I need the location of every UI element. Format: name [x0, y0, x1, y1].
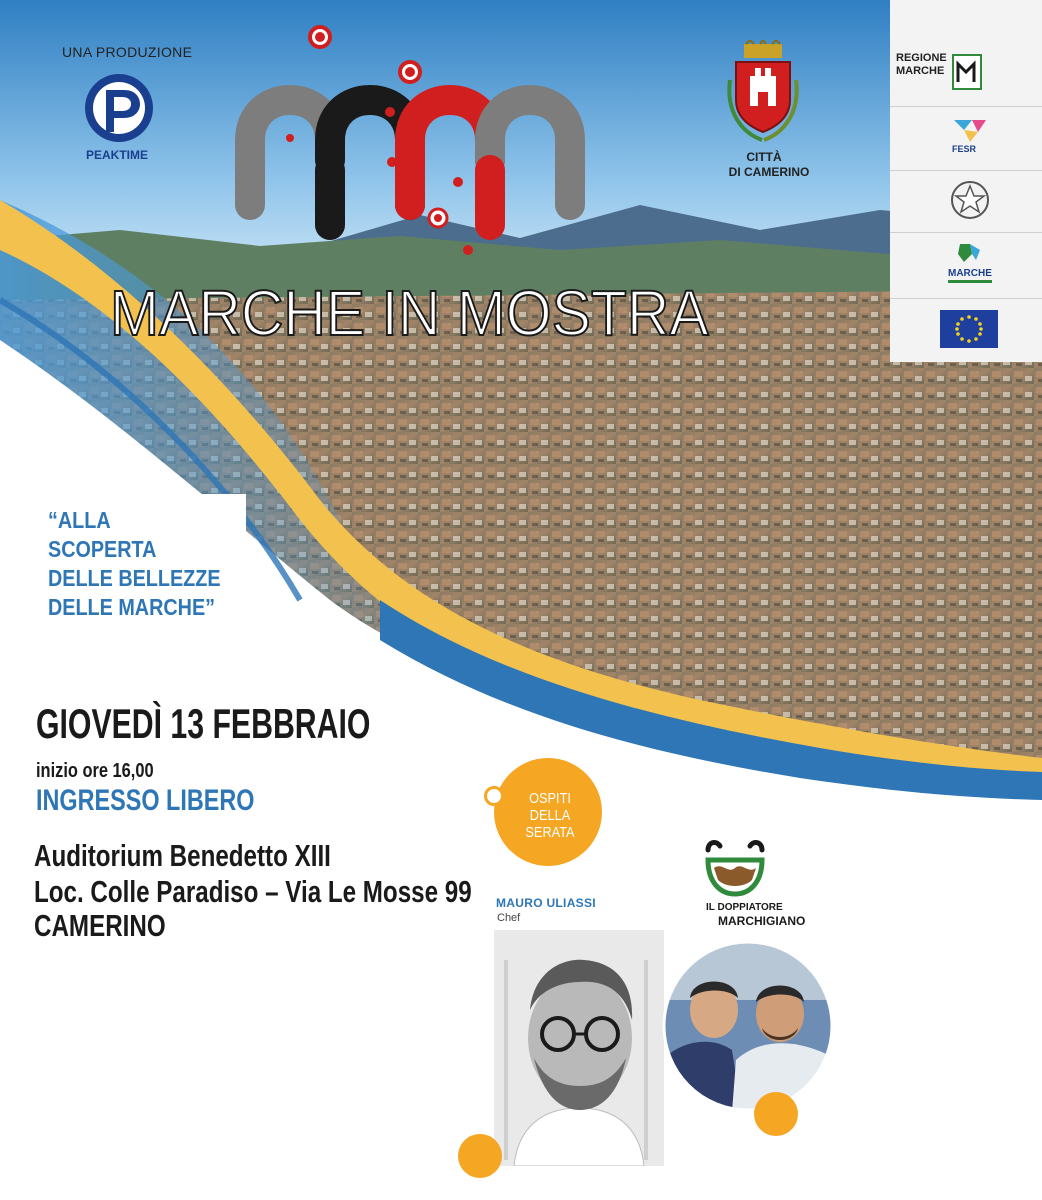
doppiatore-name-line2: MARCHIGIANO: [718, 914, 806, 928]
event-city: CAMERINO: [34, 908, 166, 943]
quote-line: DELLE BELLEZZE: [48, 565, 221, 591]
fesr-logo-icon: [950, 114, 990, 158]
event-venue: Auditorium Benedetto XIII: [34, 838, 331, 873]
quote-line: SCOPERTA: [48, 536, 157, 562]
city-label-line2: DI CAMERINO: [728, 165, 810, 179]
fesr-label: FESR: [952, 144, 977, 154]
regione-marche-label: [896, 52, 952, 78]
regione-label-word: MARCHE: [896, 65, 945, 77]
doppiatore-logo-icon: [700, 836, 780, 902]
event-title: MARCHE IN MOSTRA: [110, 277, 709, 349]
guests-badge-word: OSPITI: [529, 790, 571, 807]
italian-republic-emblem-icon: [950, 178, 990, 224]
event-start-time: inizio ore 16,00: [36, 760, 154, 782]
regione-label-word: REGIONE: [896, 52, 947, 64]
event-quote: [48, 506, 221, 622]
event-entry: INGRESSO LIBERO: [36, 784, 255, 817]
peaktime-name: PEAKTIME: [86, 148, 149, 162]
chef-decor-dot-icon: [458, 1134, 502, 1178]
guests-badge-word: SERATA: [525, 824, 575, 841]
chef-role: Chef: [497, 912, 521, 924]
producer-label: UNA PRODUZIONE: [62, 44, 193, 60]
eu-flag-icon: [940, 310, 998, 348]
guests-badge-label: [516, 790, 584, 841]
event-date: GIOVEDÌ 13 FEBBRAIO: [36, 700, 371, 747]
doppiatore-photo: [662, 940, 834, 1112]
mim-logo-icon: [228, 20, 628, 280]
doppiatore-decor-dot-icon: [754, 1092, 798, 1136]
doppiatore-name-line1: IL DOPPIATORE: [706, 902, 783, 913]
chef-photo: [494, 930, 664, 1166]
marche-label: MARCHE: [948, 268, 992, 279]
marche-logo-icon: [946, 240, 996, 292]
quote-line: DELLE MARCHE”: [48, 594, 216, 620]
event-address: Loc. Colle Paradiso – Via Le Mosse 99: [34, 874, 472, 909]
guests-badge-ring-icon: [484, 786, 504, 806]
quote-line: “ALLA: [48, 507, 111, 533]
chef-name: MAURO ULIASSI: [496, 896, 596, 910]
guests-badge-word: DELLA: [529, 807, 571, 824]
city-crest-icon: [722, 40, 804, 144]
regione-marche-logo-icon: [952, 54, 982, 90]
city-label-line1: CITTÀ: [746, 150, 782, 164]
